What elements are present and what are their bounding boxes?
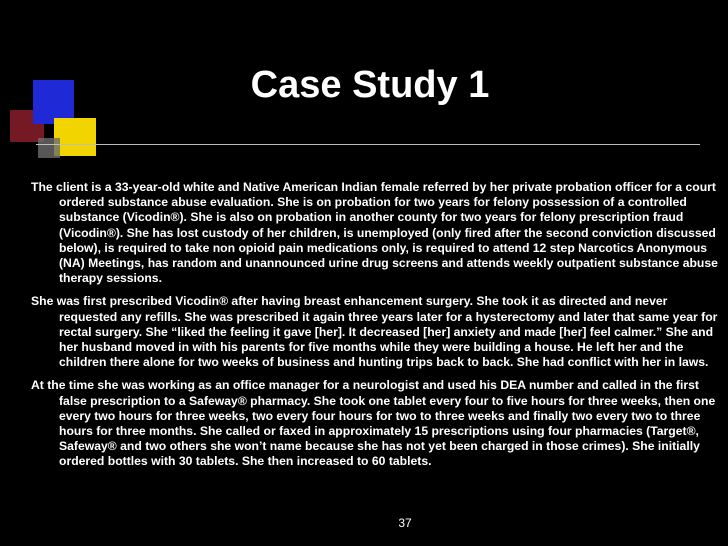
case-paragraph-1: The client is a 33-year-old white and Native American Indian female referred by her private probation officer for a court ordered substance abuse evaluation. She is on probation for two years for felony possession of a controlled substance (Vicodin®). She is also on probation in another county for two years for felony prescription fraud (Vicodin®). She has lost custody of her children, is unemployed (only fired after the second conviction discussed below), is required to take non opioid pain medications only, is required to attend 12 step Narcotics Anonymous (NA) Meetings, has random and unannounced urine drug screens and attends weekly outpatient substance abuse therapy sessions. [31,180,718,286]
decorative-yellow-square [54,118,96,156]
title-divider [36,144,700,145]
case-paragraph-3: At the time she was working as an office manager for a neurologist and used his DEA number and called in the first false prescription to a Safeway® pharmacy. She took one tablet every four to five hours for three weeks, then one every two hours for three weeks, two every four hours for two to three weeks and finally two every two to three hours for three months. She called or faxed in approximately 15 prescriptions using four pharmacies (Target®, Safeway® and two others she won’t name because she has not yet been charged in those crimes). She initially ordered bottles with 30 tablets. She then increased to 60 tablets. [31,378,716,469]
decorative-gray-square [38,138,60,158]
page-number: 37 [398,516,412,530]
slide-body [31,180,721,478]
slide-title: Case Study 1 [250,64,490,106]
case-paragraph-2: She was first prescribed Vicodin® after having breast enhancement surgery. She took it as directed and never requested any refills. She was prescribed it again three years later for a hysterectomy and later that same year for rectal surgery. She “liked the feeling it gave [her]. It decreased [her] anxiety and made [her] feel calmer.” She and her husband moved in with his parents for five months while they were building a house. He left her and the children there alone for two weeks of business and hunting trips back to back. She had conflict with her in laws. [31,294,718,370]
